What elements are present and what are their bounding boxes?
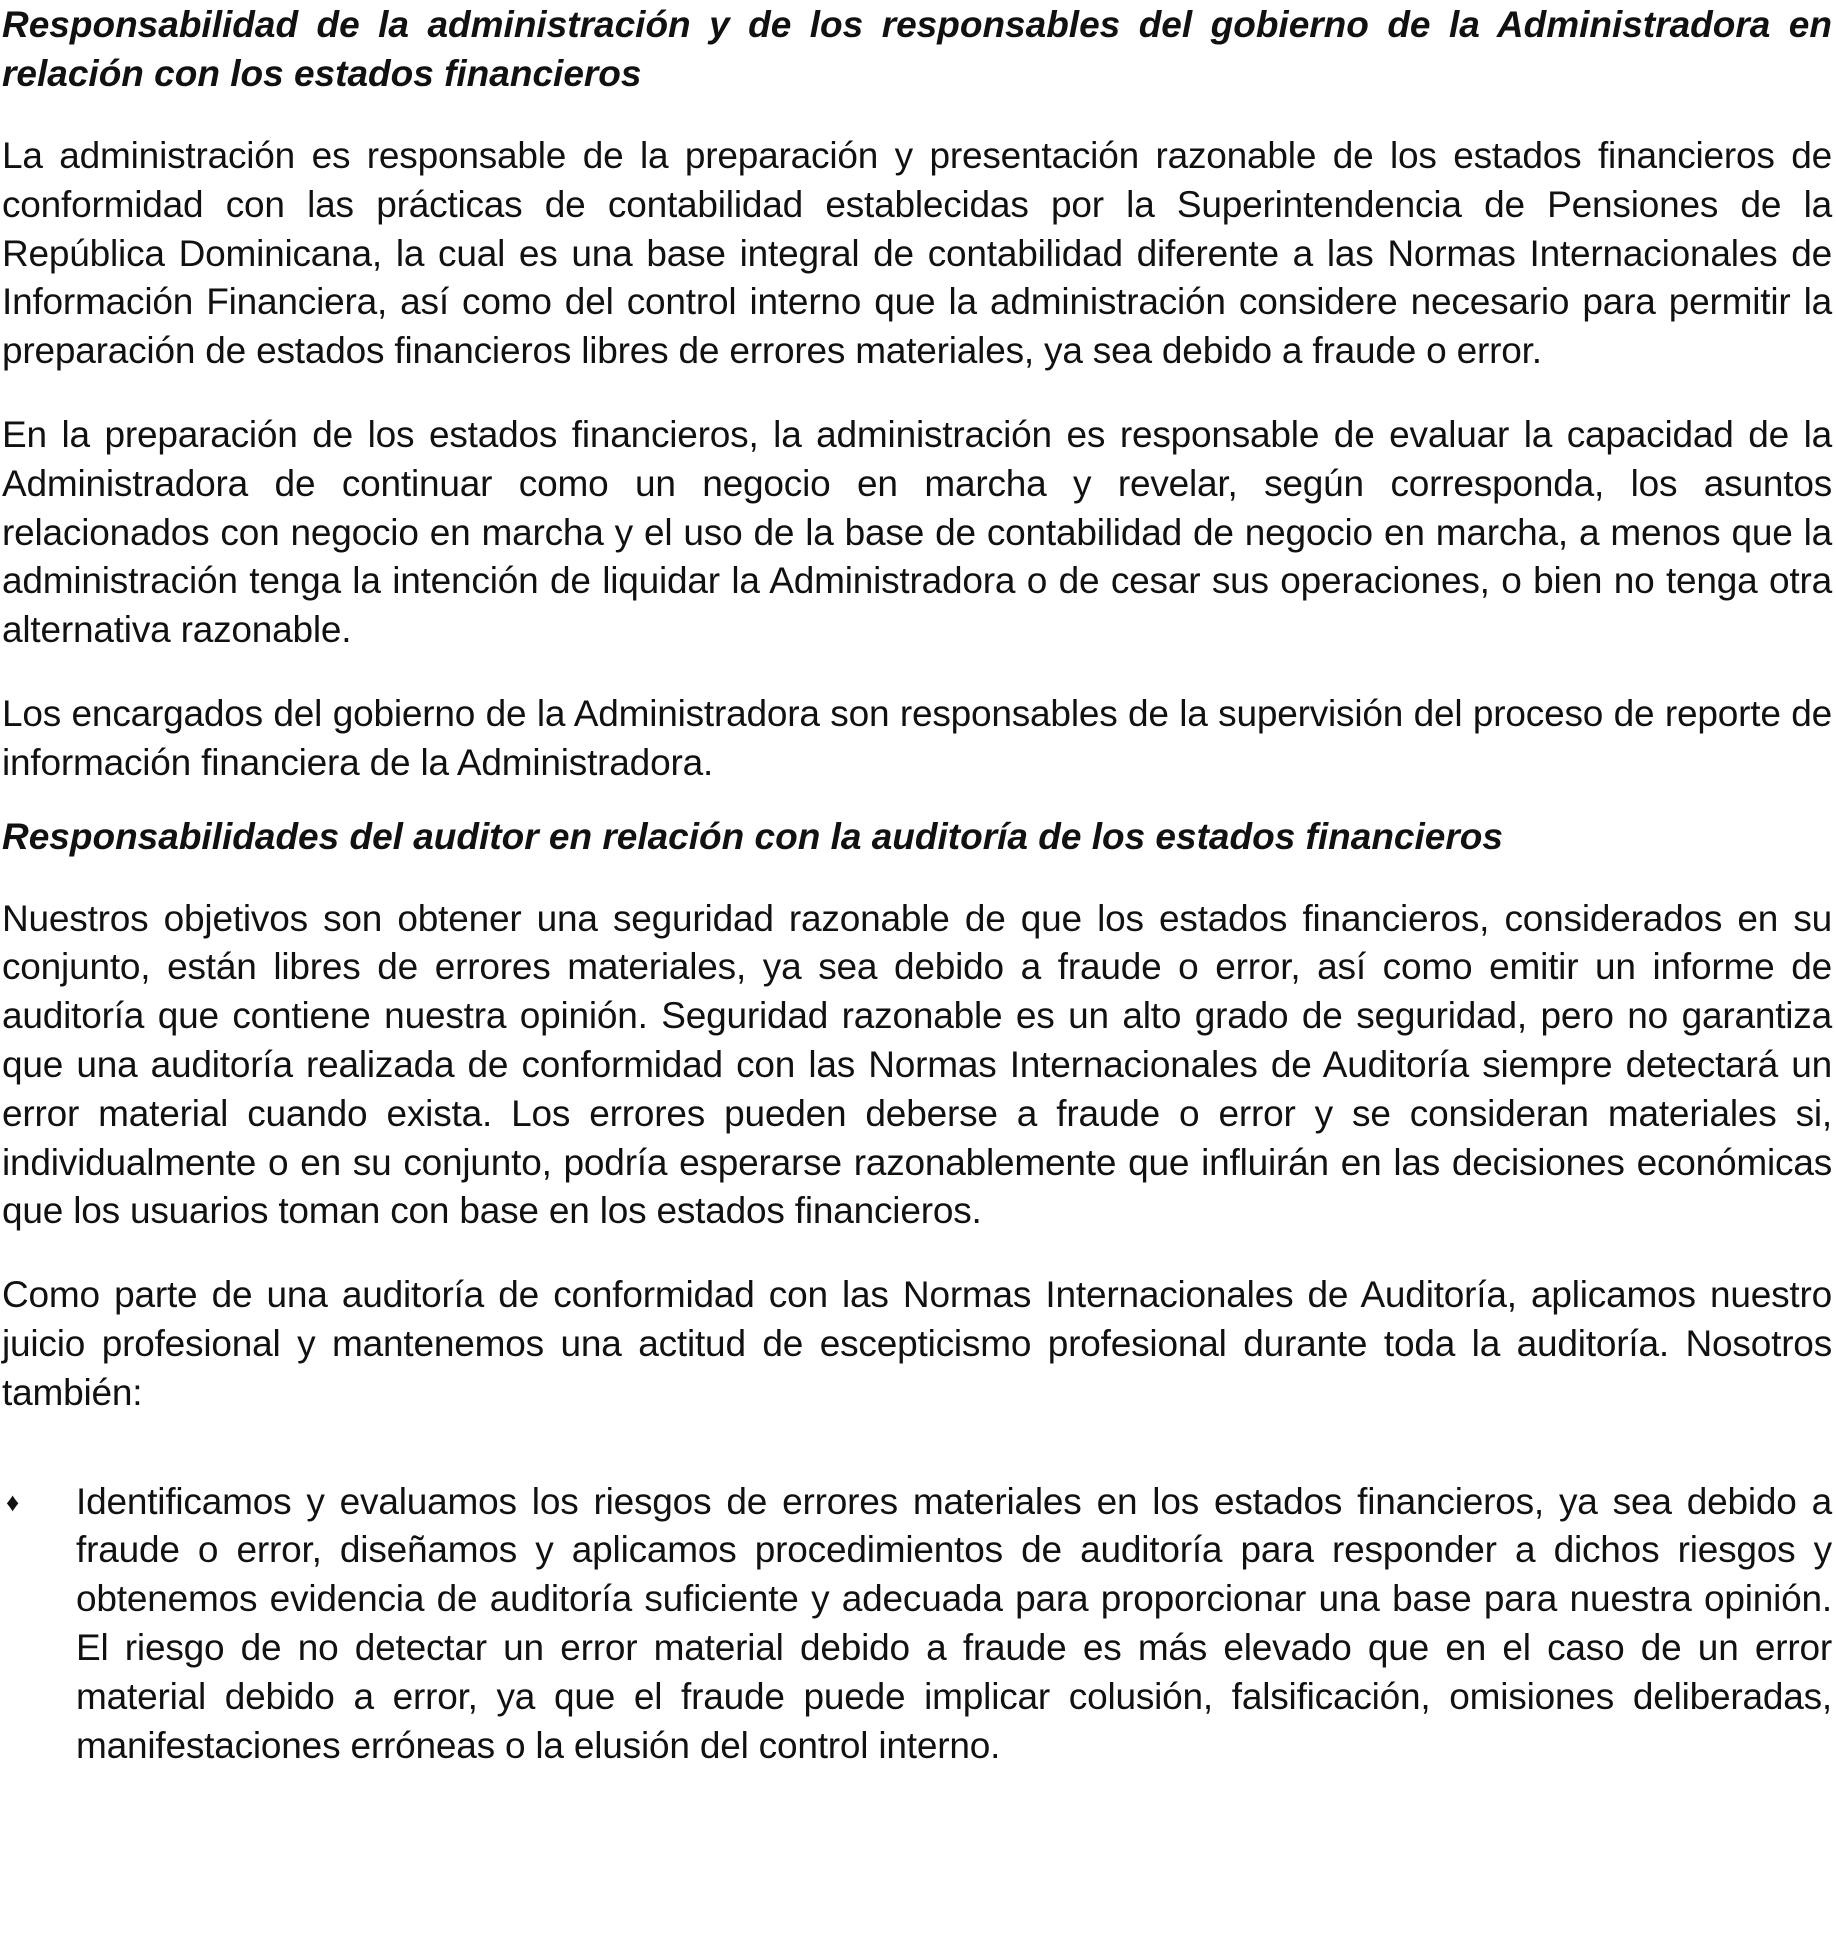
list-item <box>2 1478 1832 1771</box>
diamond-bullet-icon: ♦ <box>6 1486 20 1517</box>
paragraph-professional-judgment: Como parte de una auditoría de conformidad con las Normas Internacionales de Auditoría, aplicamos nuestro juicio profesional y mantenemos una actitud de escepticismo profesional durante toda la auditoría. Nosotros también: <box>2 1274 1832 1413</box>
paragraph-audit-objectives: Nuestros objetivos son obtener una seguridad razonable de que los estados financieros, considerados en su conjunto, están libres de errores materiales, ya sea debido a fraude o error, así como emitir un informe de auditoría que contiene nuestra opinión. Seguridad razonable es un alto grado de seguridad, pero no garantiza que una auditoría realizada de conformidad con las Normas Internacionales de Auditoría siempre detectará un error material cuando exista. Los errores pueden deberse a fraude o error y se consideran materiales si, individualmente o en su conjunto, podría esperarse razonablemente que influirán en las decisiones económicas que los usuarios toman con base en los estados financieros. <box>2 897 1832 1232</box>
paragraph-governance-supervision: Los encargados del gobierno de la Administradora son responsables de la supervisión del proceso de reporte de información financiera de la Administradora. <box>2 692 1832 783</box>
bullet-text-risk-assessment: Identificamos y evaluamos los riesgos de errores materiales en los estados financieros, ya sea debido a fraude o error, diseñamos y aplicamos procedimientos de auditoría para responder a dichos riesgos y obtenemos evidencia de auditoría suficiente y adecuada para proporcionar una base para nuestra opinión. El riesgo de no detectar un error material debido a fraude es más elevado que en el caso de un error material debido a error, ya que el fraude puede implicar colusión, falsificación, omisiones deliberadas, manifestaciones erróneas o la elusión del control interno. <box>76 1480 1832 1766</box>
section-heading-auditor-responsibility: Responsabilidades del auditor en relación con la auditoría de los estados financieros <box>2 815 1503 857</box>
section-heading-management-responsibility: Responsabilidad de la administración y de los responsables del gobierno de la Administradora en relación con los estados financieros <box>2 4 1832 94</box>
paragraph-management-responsibility: La administración es responsable de la preparación y presentación razonable de los estados financieros de conformidad con las prácticas de contabilidad establecidas por la Superintendencia de Pensiones de la República Dominicana, la cual es una base integral de contabilidad diferente a las Normas Internacionales de Información Financiera, así como del control interno que la administración considere necesario para permitir la preparación de estados financieros libres de errores materiales, ya sea debido a fraude o error. <box>2 135 1832 372</box>
paragraph-going-concern: En la preparación de los estados financieros, la administración es responsable de evaluar la capacidad de la Administradora de continuar como un negocio en marcha y revelar, según corresponda, los asuntos relacionados con negocio en marcha y el uso de la base de contabilidad de negocio en marcha, a menos que la administración tenga la intención de liquidar la Administradora o de cesar sus operaciones, o bien no tenga otra alternativa razonable. <box>2 413 1832 651</box>
